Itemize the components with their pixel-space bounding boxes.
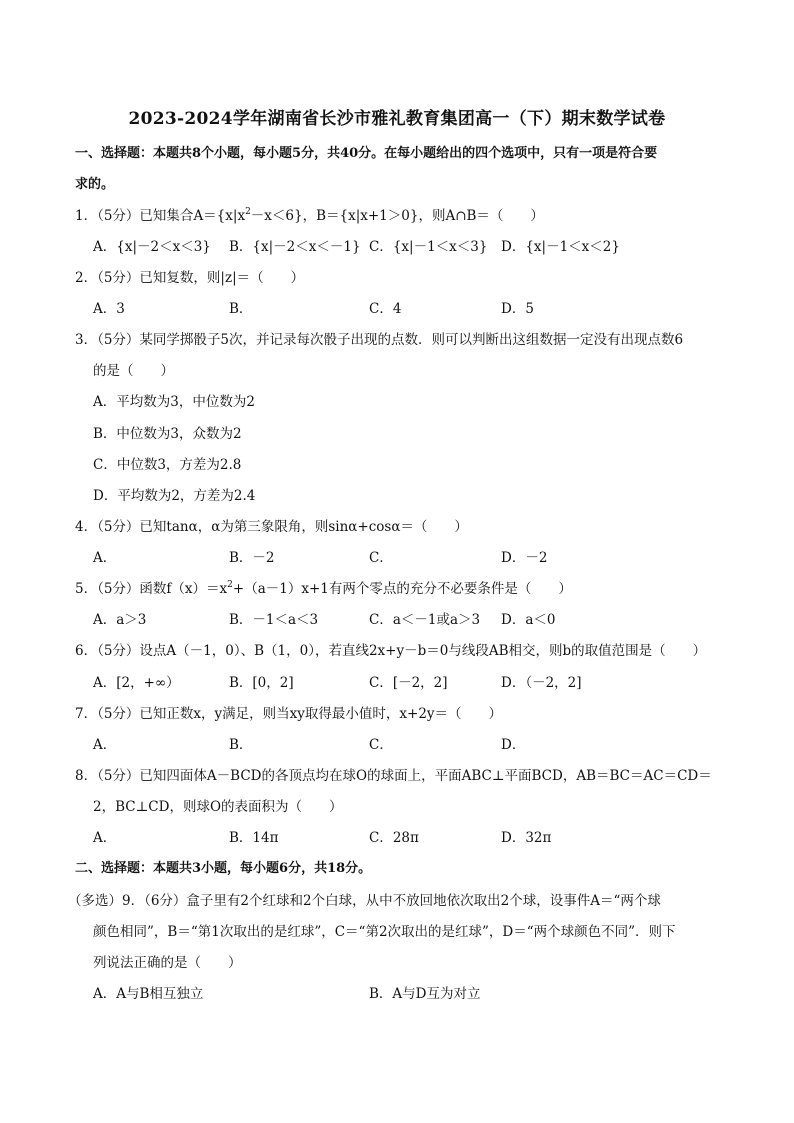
question-4-stem: 4．（5分）已知tanα，α为第三象限角，则sinα+cosα＝（ ）: [75, 519, 468, 535]
section-1-heading-line2: 求的。: [75, 177, 115, 192]
question-1-option-a: A．{x|－2＜x＜3}: [93, 239, 211, 255]
question-9-option-b: B．A与D互为对立: [369, 986, 481, 1002]
question-3-option-b: B．中位数为3，众数为2: [93, 426, 242, 442]
question-1-stem-part: A＝{x|x: [193, 208, 246, 224]
question-8-stem-line2: 2，BC⊥CD，则球O的表面积为（ ）: [93, 799, 343, 815]
question-8-option-a: A．: [93, 830, 117, 846]
question-2-option-c: C．4: [369, 301, 402, 317]
question-8-stem-line1: 8．（5分）已知四面体A－BCD的各顶点均在球O的球面上，平面ABC⊥平面BCD，AB＝BC＝AC＝CD＝: [75, 768, 712, 784]
question-5-stem: [75, 579, 572, 599]
question-2-stem: 2．（5分）已知复数，则|z|＝（ ）: [75, 270, 305, 286]
question-7-option-b: B．: [229, 737, 253, 753]
question-2-option-b: B．: [229, 301, 253, 317]
question-1-option-d: D．{x|－1＜x＜2}: [501, 239, 620, 255]
question-6-option-c: C．[－2，2]: [369, 675, 448, 691]
question-7-option-a: A．: [93, 737, 117, 753]
question-7-option-c: C．: [369, 737, 393, 753]
question-6-option-a: A．[2，+∞）: [93, 675, 180, 691]
question-6-option-d: D．（－2，2]: [501, 675, 582, 691]
question-2-option-d: D．5: [501, 301, 534, 317]
question-5-option-a: A．a＞3: [93, 612, 147, 628]
question-7-option-d: D．: [501, 737, 526, 753]
question-1-stem: [75, 206, 544, 226]
question-6-option-b: B．[0，2]: [229, 675, 294, 691]
question-4-option-a: A．: [93, 550, 117, 566]
question-5-option-b: B．－1＜a＜3: [229, 612, 319, 628]
page-title: 2023-2024学年湖南省长沙市雅礼教育集团高一（下）期末数学试卷: [128, 109, 666, 129]
question-1-option-c: C．{x|－1＜x＜3}: [369, 239, 488, 255]
question-1-stem-part: 1．（5分）已知集合: [75, 208, 194, 224]
question-4-option-b: B．－2: [229, 550, 275, 566]
question-5-option-d: D．a＜0: [501, 612, 556, 628]
question-4-option-d: D．－2: [501, 550, 548, 566]
question-9-stem-line1: （多选）9．（6分）盒子里有2个红球和2个白球，从中不放回地依次取出2个球，设事件A＝“两个球: [68, 893, 661, 909]
question-5-stem-part: +（a－1）x+1有两个零点的充分不必要条件是（ ）: [232, 581, 572, 597]
question-1-exponent: 2: [245, 207, 251, 217]
question-5-stem-part: 5．（5分）函数f（x）＝x: [75, 581, 228, 597]
section-2-heading: 二、选择题：本题共3小题，每小题6分，共18分。: [75, 861, 372, 876]
question-9-stem-line3: 列说法正确的是（ ）: [93, 955, 242, 971]
question-2-option-a: A．3: [93, 301, 125, 317]
question-8-option-b: B．14π: [229, 830, 279, 846]
question-1-stem-part: －x＜6}，B＝{x|x+1＞0}，则A∩B＝（ ）: [250, 208, 544, 224]
question-7-stem: 7．（5分）已知正数x，y满足，则当xy取得最小值时，x+2y＝（ ）: [75, 706, 503, 722]
question-3-option-a: A．平均数为3，中位数为2: [93, 394, 255, 410]
question-8-option-c: C．28π: [369, 830, 419, 846]
question-5-option-c: C．a＜－1或a＞3: [369, 612, 481, 628]
question-3-stem-line1: 3．（5分）某同学掷骰子5次，并记录每次骰子出现的点数．则可以判断出这组数据一定没有出现点数6: [75, 332, 684, 348]
question-4-option-c: C．: [369, 550, 393, 566]
section-1-heading-line1: 一、选择题：本题共8个小题，每小题5分，共40分。在每小题给出的四个选项中，只有一项是符合要: [75, 146, 658, 161]
question-8-option-d: D．32π: [501, 830, 552, 846]
question-9-option-a: A．A与B相互独立: [93, 986, 204, 1002]
question-6-stem: 6．（5分）设点A（－1，0）、B（1，0），若直线2x+y－b＝0与线段AB相交，则b的取值范围是（ ）: [75, 643, 707, 659]
question-3-option-c: C．中位数3，方差为2.8: [93, 457, 242, 473]
question-5-exponent: 2: [227, 580, 233, 590]
question-9-stem-line2: 颜色相同”，B＝“第1次取出的是红球”，C＝“第2次取出的是红球”，D＝“两个球颜色不同”．则下: [93, 924, 676, 940]
question-1-option-b: B．{x|－2＜x＜－1}: [229, 239, 361, 255]
question-3-stem-line2: 的是（ ）: [93, 363, 174, 379]
question-3-option-d: D．平均数为2，方差为2.4: [93, 488, 256, 504]
